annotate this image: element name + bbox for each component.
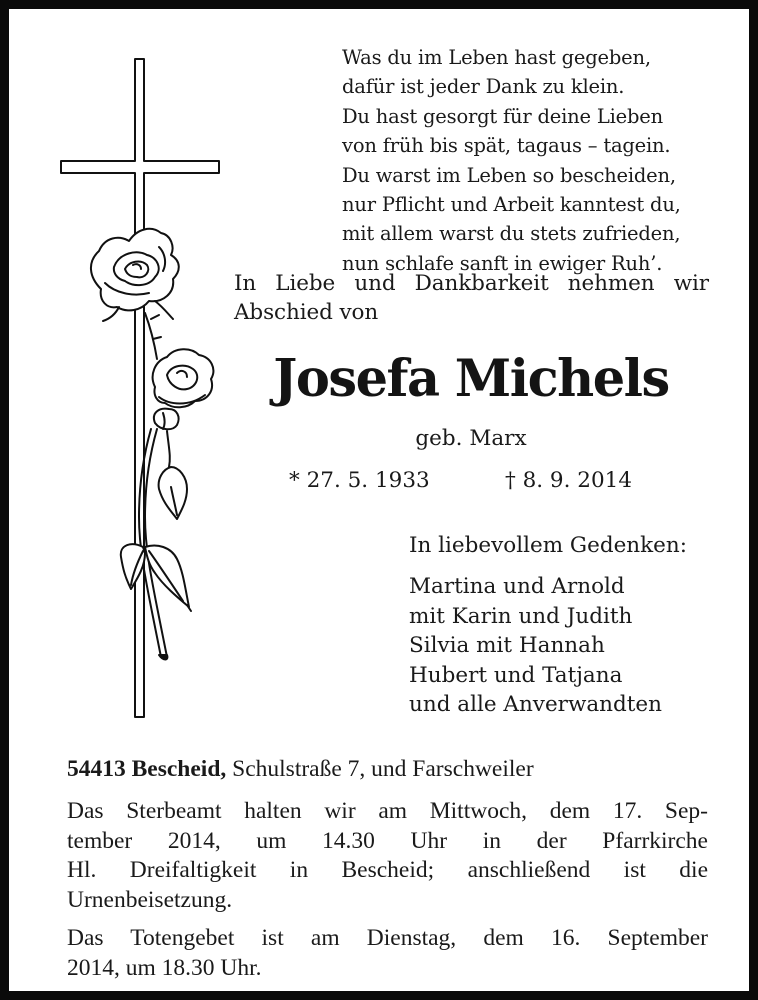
service-line: tember 2014, um 14.30 Uhr in der Pfarrkirche	[67, 827, 708, 854]
intro-line-1	[234, 269, 709, 298]
poem	[342, 43, 722, 278]
poem-line: Du warst im Leben so bescheiden,	[342, 163, 676, 187]
service-line: Hl. Dreifaltigkeit in Bescheid; anschließend ist die	[67, 857, 708, 883]
mourner-line: Hubert und Tatjana	[409, 662, 623, 688]
cross-with-roses-icon	[59, 57, 224, 721]
mourner-line: Martina und Arnold	[409, 574, 625, 599]
address-line	[67, 754, 717, 784]
prayer-line: Das Totengebet ist am Dienstag, dem 16. September	[67, 925, 708, 951]
poem-line: nun schlafe sanft in ewiger Ruh’.	[342, 251, 663, 275]
maiden-name: geb. Marx	[415, 426, 527, 451]
mourner-line: und alle Anverwandten	[409, 692, 662, 718]
prayer-line: 2014, um 18.30 Uhr.	[67, 954, 262, 981]
intro-line-2: Abschied von	[234, 300, 379, 325]
mourners-list	[409, 572, 719, 720]
poem-line: dafür ist jeder Dank zu klein.	[342, 75, 625, 99]
poem-line: Du hast gesorgt für deine Lieben	[342, 104, 663, 128]
service-line: Urnenbeisetzung.	[67, 886, 233, 913]
mourner-line: Silvia mit Hannah	[409, 633, 605, 659]
address-town: 54413 Bescheid,	[67, 756, 227, 782]
prayer-paragraph	[67, 924, 708, 983]
intro-word: Dankbarkeit	[414, 271, 549, 296]
intro-word: wir	[673, 271, 709, 296]
death-date: † 8. 9. 2014	[505, 468, 632, 493]
intro-word: In	[234, 271, 257, 296]
poem-line: nur Pflicht und Arbeit kanntest du,	[342, 193, 681, 217]
funeral-service-paragraph	[67, 797, 708, 915]
farewell-intro	[234, 269, 709, 327]
address-street: Schulstraße 7, und Farschweiler	[226, 756, 534, 782]
mourners-title: In liebevollem Gedenken:	[409, 533, 687, 558]
poem-line: Was du im Leben hast gegeben,	[342, 46, 651, 69]
intro-word: Liebe	[275, 271, 336, 296]
deceased-name: Josefa Michels	[273, 349, 669, 409]
intro-word: und	[354, 271, 396, 296]
poem-line: mit allem warst du stets zufrieden,	[342, 222, 681, 246]
mourner-line: mit Karin und Judith	[409, 603, 633, 629]
intro-word: nehmen	[567, 271, 655, 296]
poem-line: von früh bis spät, tagaus – tagein.	[342, 134, 671, 158]
birth-date: * 27. 5. 1933	[289, 468, 430, 493]
service-line: Das Sterbeamt halten wir am Mittwoch, dem 17. Sep-	[67, 798, 708, 824]
